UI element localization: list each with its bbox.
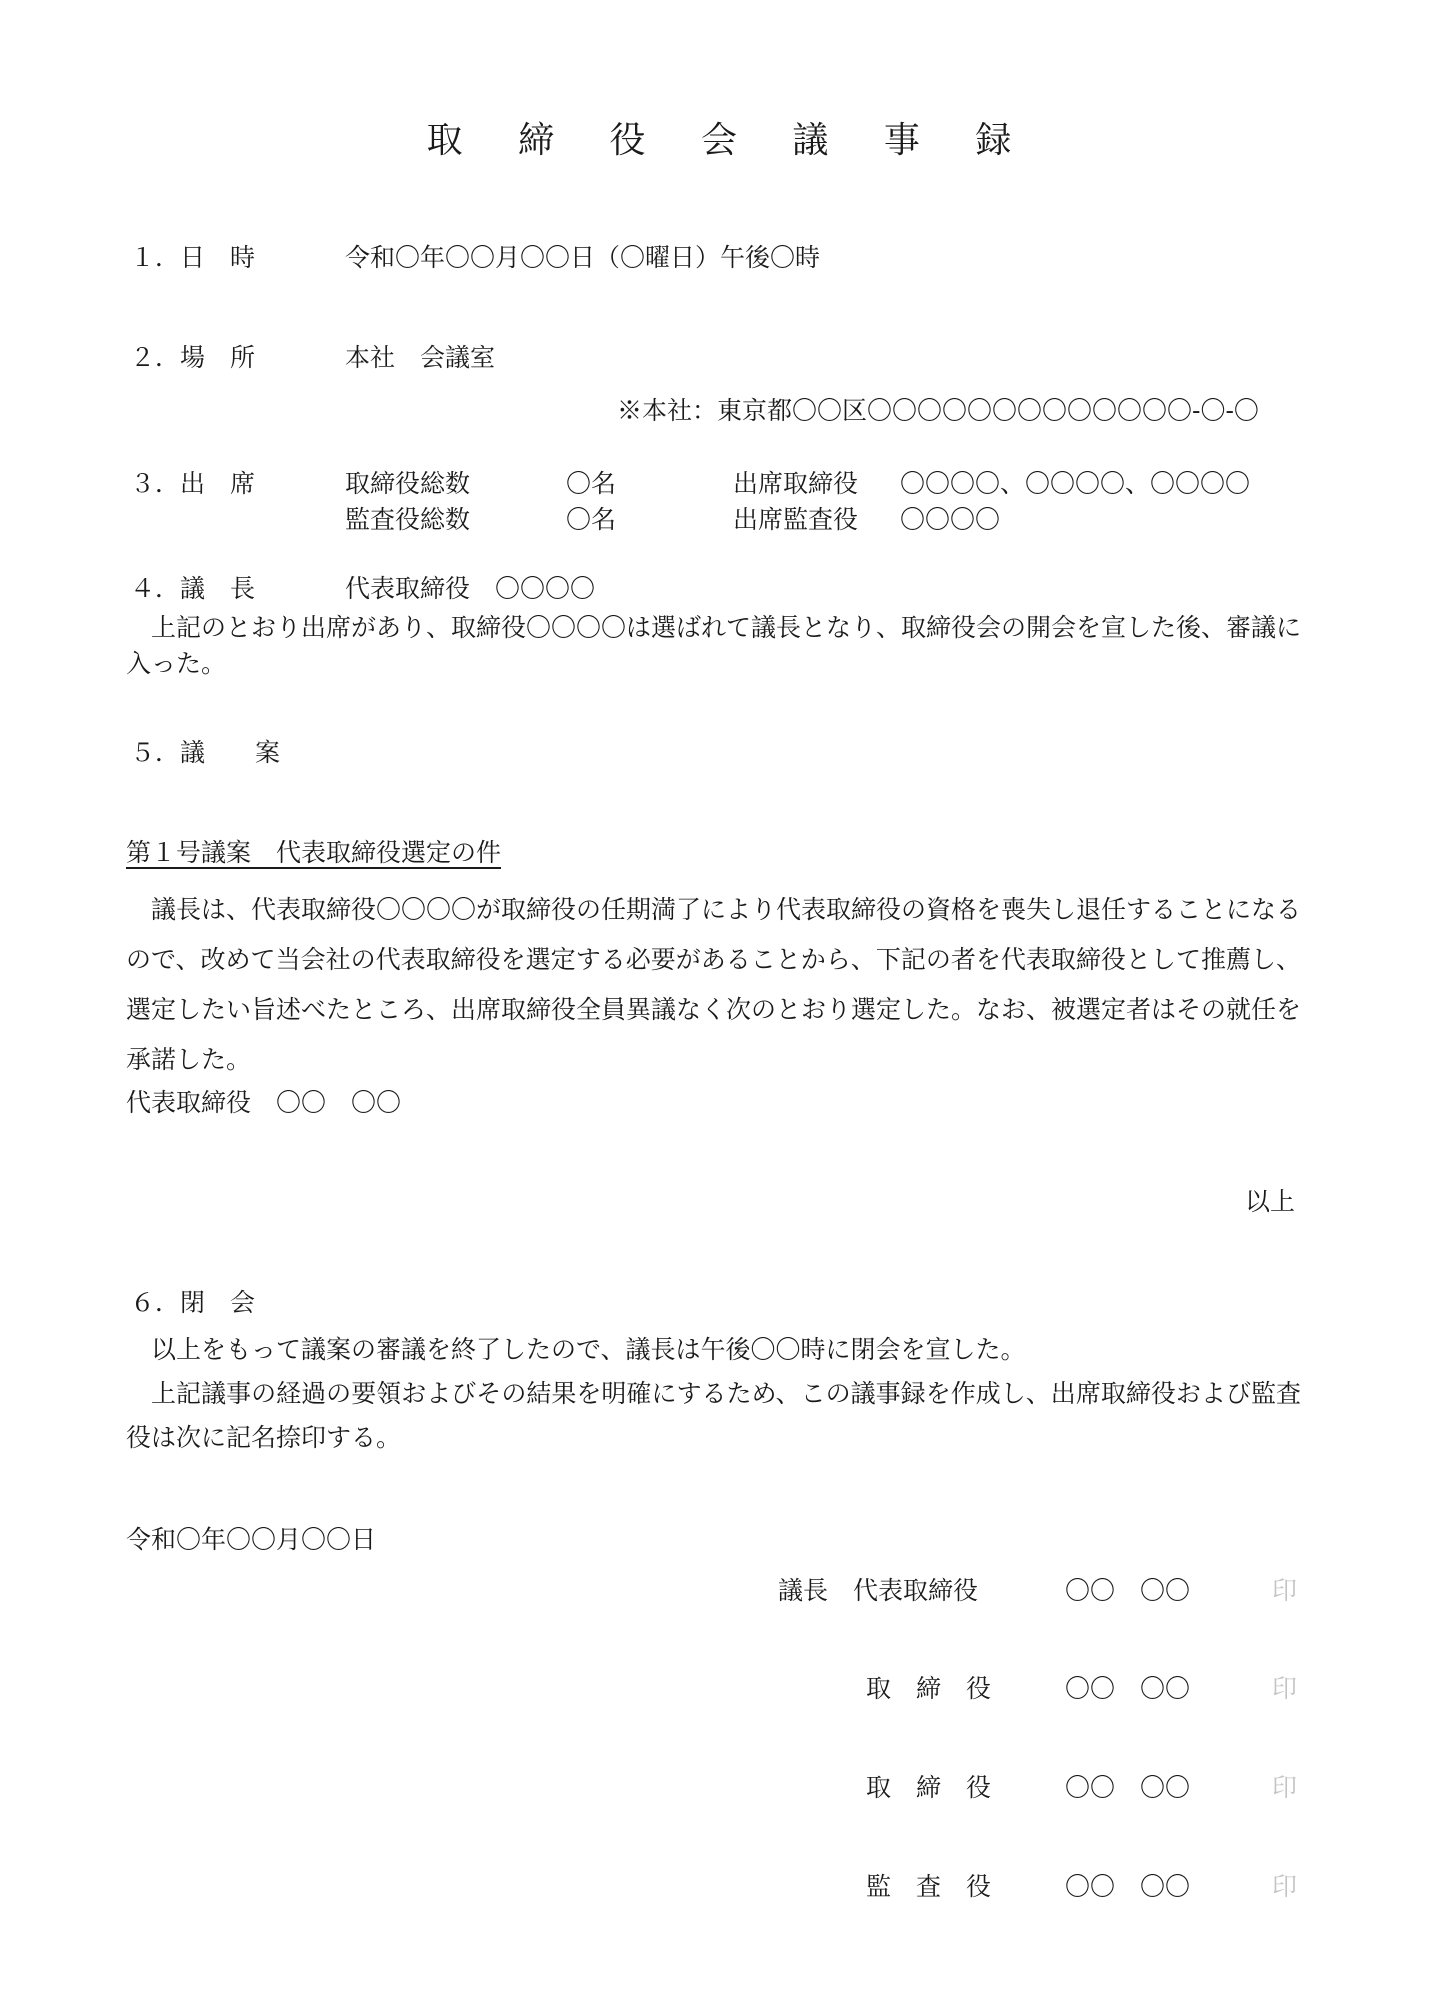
seal-mark: 印 bbox=[1272, 1773, 1298, 1802]
end-mark: 以上 bbox=[1245, 1187, 1296, 1216]
closing-label: ６．閉 会 bbox=[130, 1288, 256, 1317]
datetime-value: 令和〇年〇〇月〇〇日（〇曜日）午後〇時 bbox=[345, 243, 821, 272]
closing-paragraph-1: 以上をもって議案の審議を終了したので、議長は午後〇〇時に閉会を宣した。 bbox=[126, 1335, 1026, 1364]
document-date: 令和〇年〇〇月〇〇日 bbox=[126, 1525, 377, 1554]
signature-name-chair: 〇〇 〇〇 bbox=[1065, 1576, 1191, 1605]
chair-value: 代表取締役 〇〇〇〇 bbox=[345, 574, 596, 603]
present-directors-value: 〇〇〇〇、〇〇〇〇、〇〇〇〇 bbox=[900, 469, 1251, 498]
signature-role-auditor: 監 査 役 bbox=[866, 1872, 992, 1901]
seal-mark: 印 bbox=[1272, 1576, 1298, 1605]
present-directors-label: 出席取締役 bbox=[733, 469, 859, 498]
agenda-label: ５．議 案 bbox=[130, 738, 281, 767]
document-title: 取 締 役 会 議 事 録 bbox=[426, 120, 1034, 161]
chair-paragraph: 上記のとおり出席があり、取締役〇〇〇〇は選ばれて議長となり、取締役会の開会を宣した後、審議に入った。 bbox=[126, 613, 1302, 678]
present-auditors-label: 出席監査役 bbox=[733, 505, 859, 534]
datetime-label: １．日 時 bbox=[130, 243, 256, 272]
attendance-label: ３．出 席 bbox=[130, 469, 256, 498]
place-value: 本社 会議室 bbox=[345, 343, 496, 372]
place-address: ※本社：東京都〇〇区〇〇〇〇〇〇〇〇〇〇〇〇〇-〇-〇 bbox=[617, 396, 1259, 425]
present-auditors-value: 〇〇〇〇 bbox=[900, 505, 1001, 534]
chair-label: ４．議 長 bbox=[130, 574, 256, 603]
auditors-total-label: 監査役総数 bbox=[345, 505, 471, 534]
signature-role-chair: 議長 代表取締役 bbox=[778, 1576, 979, 1605]
closing-paragraph-2: 上記議事の経過の要領およびその結果を明確にするため、この議事録を作成し、出席取締役および監査役は次に記名捺印する。 bbox=[126, 1379, 1301, 1452]
signature-role-director-1: 取 締 役 bbox=[866, 1674, 992, 1703]
seal-mark: 印 bbox=[1272, 1674, 1298, 1703]
signature-name-director-2: 〇〇 〇〇 bbox=[1065, 1773, 1191, 1802]
proposal-title: 第１号議案 代表取締役選定の件 bbox=[126, 838, 502, 867]
directors-total-label: 取締役総数 bbox=[345, 469, 471, 498]
seal-mark: 印 bbox=[1272, 1872, 1298, 1901]
directors-total-value: 〇名 bbox=[566, 469, 617, 498]
auditors-total-value: 〇名 bbox=[566, 505, 617, 534]
appointee: 代表取締役 〇〇 〇〇 bbox=[126, 1088, 402, 1117]
signature-role-director-2: 取 締 役 bbox=[866, 1773, 992, 1802]
signature-name-director-1: 〇〇 〇〇 bbox=[1065, 1674, 1191, 1703]
place-label: ２．場 所 bbox=[130, 343, 256, 372]
proposal-paragraph: 議長は、代表取締役〇〇〇〇が取締役の任期満了により代表取締役の資格を喪失し退任することになるので、改めて当会社の代表取締役を選定する必要があることから、下記の者を代表取締役として推薦し、選定したい旨述べたところ、出席取締役全員異議なく次のとおり選定した。なお、被選定者はその就任を承諾した。 bbox=[126, 895, 1302, 1074]
signature-name-auditor: 〇〇 〇〇 bbox=[1065, 1872, 1191, 1901]
